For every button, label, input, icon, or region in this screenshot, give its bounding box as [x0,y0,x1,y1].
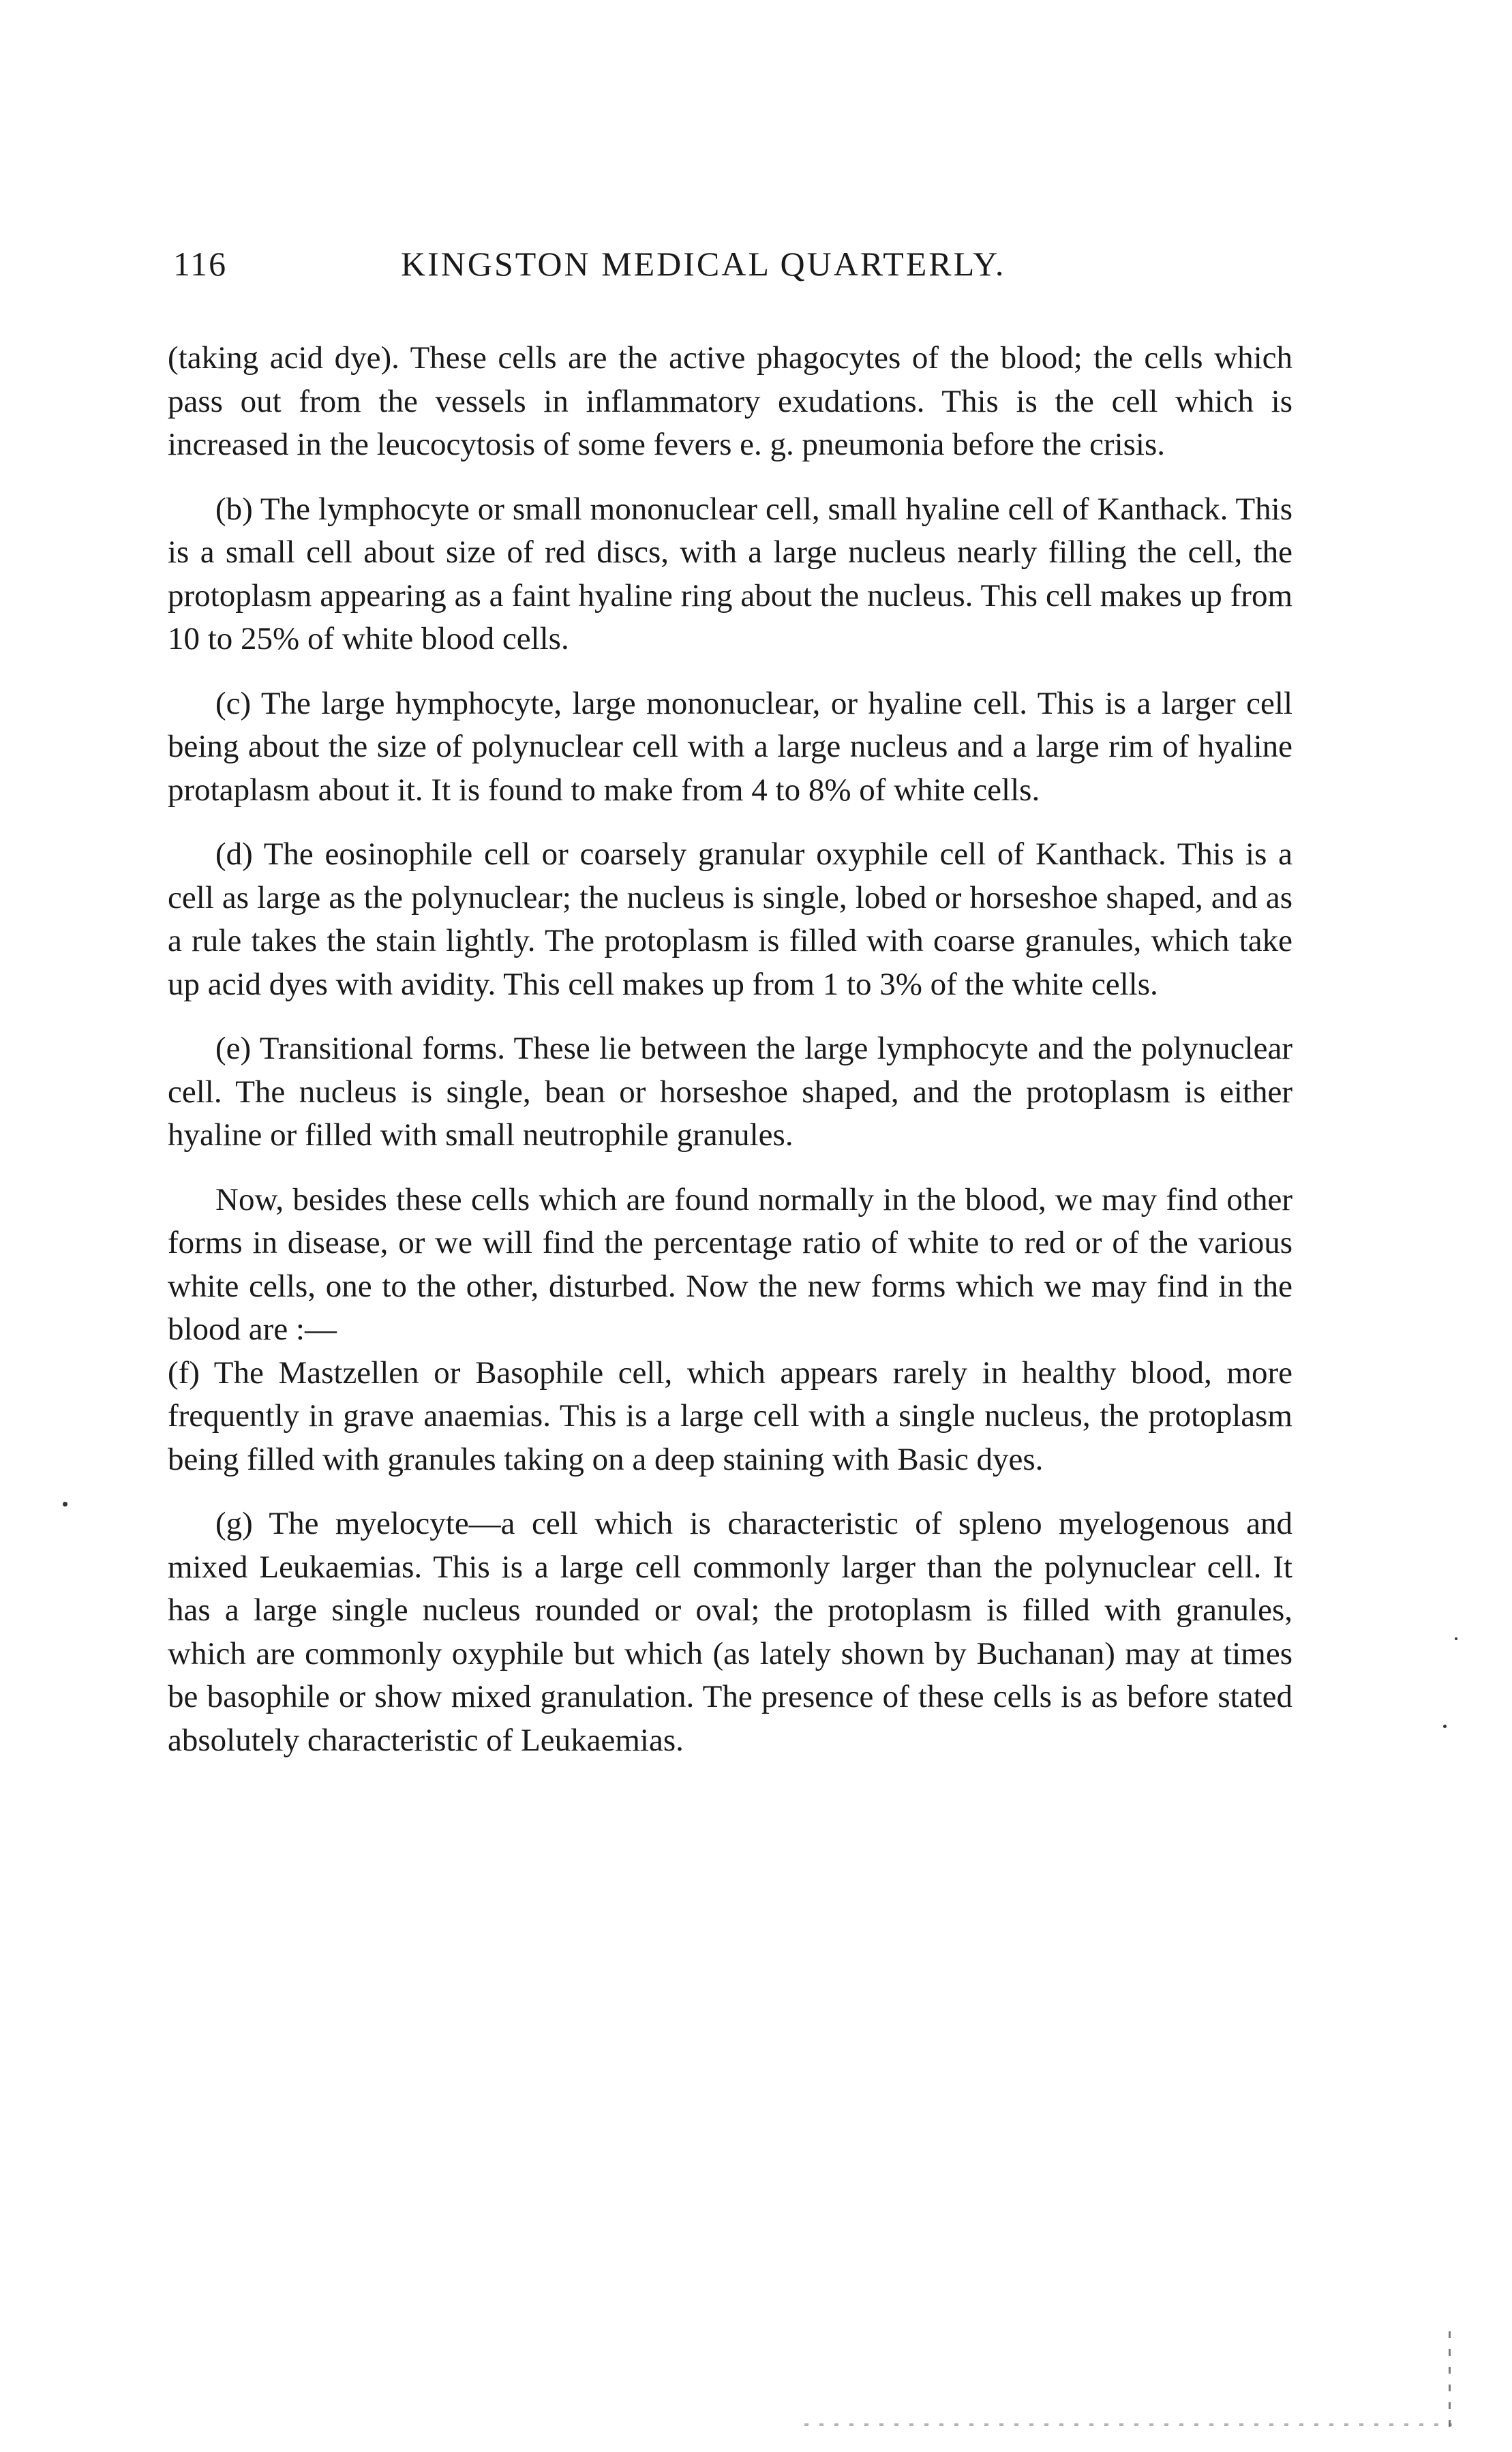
paragraph-lymphocyte: (b) The lymphocyte or small mononuclear cell, small hyaline cell of Kanthack. This is a small cell about size of red discs, with a large nucleus nearly filling the cell, the protoplasm appearing as a faint hyaline ring about the nucleus. This cell makes up from 10 to 25% of white blood cells. [168,491,1292,656]
page-header [173,244,1298,292]
scan-page-edge [1449,2331,1451,2427]
stray-dot-mark [1443,1725,1447,1728]
paragraph-eosinophile: (d) The eosinophile cell or coarsely granular oxyphile cell of Kanthack. This is a cell as large as the polynuclear; the nucleus is single, lobed or horseshoe shaped, and as a rule takes the stain lightly. The protoplasm is filled with coarse granules, which take up acid dyes with avidity. This cell makes up from 1 to 3% of the white cells. [168,836,1292,1002]
paragraph-disease-forms-intro: Now, besides these cells which are found normally in the blood, we may find other forms in disease, or we will find the percentage ratio of white to red or of the various white cells, one to the other, disturbed. Now the new forms which we may find in the blood are :— [168,1181,1292,1347]
running-title: KINGSTON MEDICAL QUARTERLY. [401,245,1006,283]
paragraph-myelocyte: (g) The myelocyte—a cell which is characteristic of spleno myelogenous and mixed Leukaemias. This is a large cell commonly larger than the polynuclear cell. It has a large single nucleus rounded or oval; the protoplasm is filled with granules, which are commonly oxyphile but which (as lately shown by Buchanan) may at times be basophile or show mixed granulation. The presence of these cells is as before stated absolutely characteristic of Leukaemias. [168,1506,1292,1758]
paragraph-neutrophile-continuation: (taking acid dye). These cells are the active phagocytes of the blood; the cells which pass out from the vessels in inflammatory exudations. This is the cell which is increased in the leucocytosis of some fevers e. g. pneumonia before the crisis. [168,340,1292,462]
paragraph-mastzellen: (f) The Mastzellen or Basophile cell, which appears rarely in healthy blood, more frequently in grave anaemias. This is a large cell with a single nucleus, the protoplasm being filled with granules taking on a deep staining with Basic dyes. [168,1354,1292,1477]
page-number: 116 [173,245,228,283]
stray-dot-mark [63,1502,67,1507]
stray-dot-mark [1455,1637,1457,1640]
paragraph-large-lymphocyte: (c) The large hymphocyte, large mononuclear, or hyaline cell. This is a larger cell being about the size of polynuclear cell with a large nucleus and a large rim of hyaline protaplasm about it. It is found to make from 4 to 8% of white cells. [168,685,1292,808]
paragraph-transitional-forms: (e) Transitional forms. These lie between the large lymphocyte and the polynuclear cell. The nucleus is single, bean or horseshoe shaped, and the protoplasm is either hyaline or filled with small neutrophile granules. [168,1031,1292,1153]
body-text [168,337,1292,1783]
scan-smudge [804,2423,1452,2426]
